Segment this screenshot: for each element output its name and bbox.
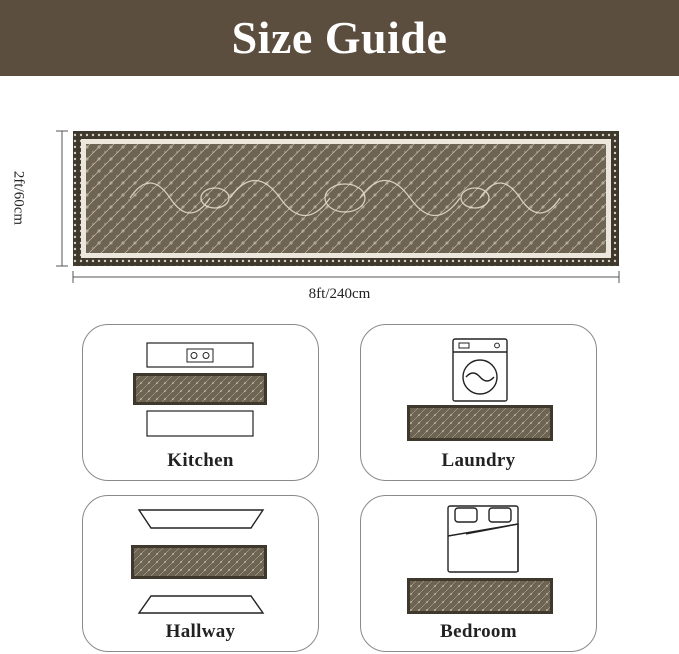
rug-icon bbox=[407, 405, 553, 441]
width-label: 8ft/240cm bbox=[308, 286, 371, 302]
room-card-laundry bbox=[360, 324, 597, 481]
room-card-bedroom bbox=[360, 495, 597, 652]
room-card-hallway bbox=[82, 495, 319, 652]
room-label-bedroom: Bedroom bbox=[440, 621, 517, 642]
room-label-hallway: Hallway bbox=[165, 621, 236, 642]
room-label-laundry: Laundry bbox=[441, 450, 516, 471]
height-label: 2ft/60cm bbox=[10, 170, 27, 226]
rug-icon bbox=[131, 545, 267, 579]
rug-diagram bbox=[0, 0, 679, 320]
width-dimension-line bbox=[73, 271, 619, 283]
bed-icon bbox=[448, 506, 518, 572]
page-title: Size Guide bbox=[231, 12, 448, 63]
rug-image bbox=[73, 131, 619, 266]
height-dimension-line bbox=[56, 131, 68, 266]
washing-machine-icon bbox=[453, 339, 507, 401]
rug-icon bbox=[133, 373, 267, 405]
room-card-kitchen bbox=[82, 324, 319, 481]
counter-icon bbox=[147, 411, 253, 436]
stovetop-icon bbox=[147, 343, 253, 367]
rug-icon bbox=[407, 578, 553, 614]
room-label-kitchen: Kitchen bbox=[167, 450, 234, 471]
